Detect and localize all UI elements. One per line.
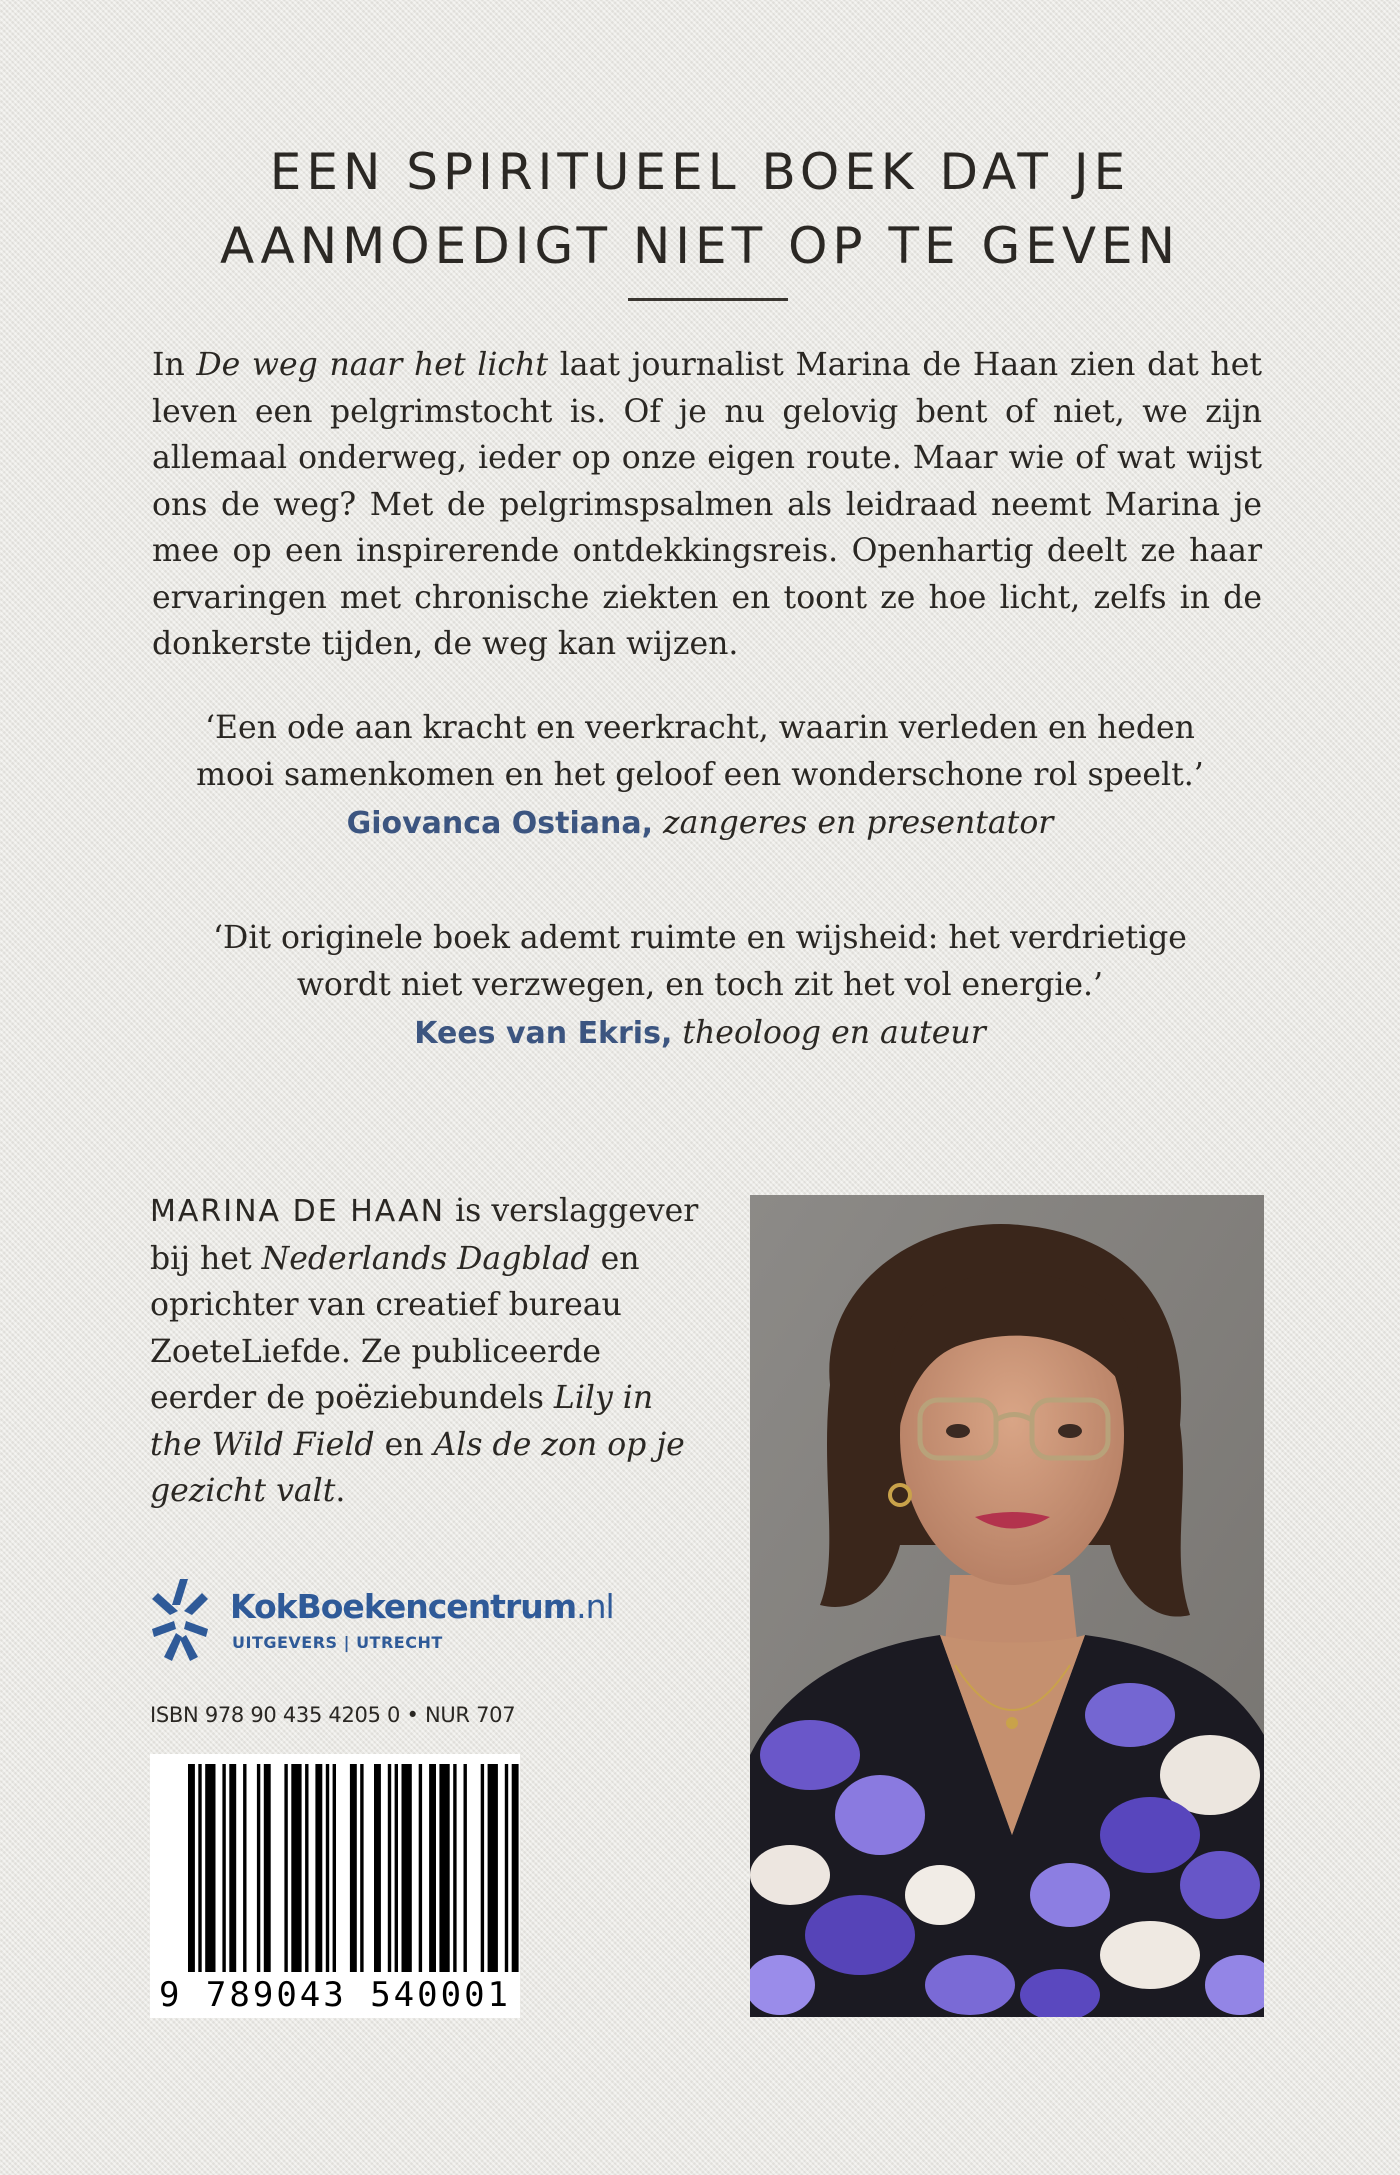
- publisher-name-main: KokBoekencentrum: [230, 1587, 577, 1626]
- headline: [100, 135, 1300, 283]
- author-portrait: [750, 1195, 1264, 2017]
- publisher-logo: [150, 1575, 614, 1670]
- intro-body: laat journalist Marina de Haan zien dat het leven een pelgrimstocht is. Of je nu gelovig bent of niet, we zijn allemaal onderweg, ieder op onze eigen route. Maar wie of wat wijst ons de weg? Met de pelgrimspsalmen als leidraad neemt Marina je mee op een inspirerende ontdekkingsreis. Openhartig deelt ze haar ervaringen met chronische ziekten en toont ze hoe licht, zelfs in de donkerste tijden, de weg kan wijzen.: [152, 347, 1263, 662]
- quote-2-name: Kees van Ekris,: [414, 1016, 673, 1051]
- endorsement-quote-2: [150, 915, 1250, 1058]
- bio-text-2: en oprichter van creatief bureau ZoeteLiefde. Ze publiceerde eerder de poëziebundels: [150, 1240, 640, 1416]
- quote-1-role: zangeres en presentator: [663, 805, 1054, 841]
- publisher-name: [230, 1587, 614, 1626]
- author-bio: [150, 1188, 710, 1515]
- quote-1-attribution: [150, 800, 1250, 848]
- isbn-line: ISBN 978 90 435 4205 0 • NUR 707: [150, 1703, 516, 1727]
- author-name: MARINA DE HAAN: [150, 1194, 446, 1229]
- quote-2-attribution: [150, 1010, 1250, 1058]
- bio-book-1: Lily in the Wild Field: [150, 1380, 654, 1463]
- bio-newspaper: Nederlands Dagblad: [261, 1240, 591, 1277]
- publisher-subtitle: UITGEVERS | UTRECHT: [232, 1633, 443, 1652]
- quote-2-line-1: ‘Dit originele boek ademt ruimte en wijsheid: het verdrietige: [213, 920, 1187, 956]
- quote-2-line-2: wordt niet verzwegen, en toch zit het vol energie.’: [296, 966, 1104, 1003]
- quote-1-line-1: ‘Een ode aan kracht en veerkracht, waarin verleden en heden: [205, 710, 1195, 746]
- intro-paragraph: [152, 342, 1262, 668]
- headline-line-1: EEN SPIRITUEEL BOEK DAT JE: [269, 143, 1131, 201]
- author-portrait-icon: [750, 1195, 1264, 2017]
- headline-line-2: AANMOEDIGT NIET OP TE GEVEN: [219, 217, 1181, 275]
- bio-book-2: Als de zon op je gezicht valt: [150, 1426, 685, 1509]
- quote-1-line-2: mooi samenkomen en het geloof een wonderschone rol speelt.’: [196, 756, 1204, 793]
- intro-prefix: In: [152, 347, 185, 383]
- quote-2-role: theoloog en auteur: [682, 1015, 986, 1051]
- bio-text-1: is verslaggever bij het: [150, 1193, 699, 1277]
- headline-divider: [628, 298, 788, 301]
- publisher-star-icon: [150, 1575, 210, 1665]
- book-title: De weg naar het licht: [196, 347, 549, 383]
- bio-text-3: en: [384, 1426, 424, 1463]
- quote-1-name: Giovanca Ostiana,: [346, 806, 653, 841]
- bio-text-4: .: [335, 1473, 346, 1509]
- publisher-tld: .nl: [576, 1587, 614, 1626]
- barcode-bars: [150, 1754, 520, 2018]
- barcode: [150, 1754, 520, 2018]
- endorsement-quote-1: [150, 705, 1250, 848]
- barcode-digits: 9 789043 540001: [158, 1975, 512, 2015]
